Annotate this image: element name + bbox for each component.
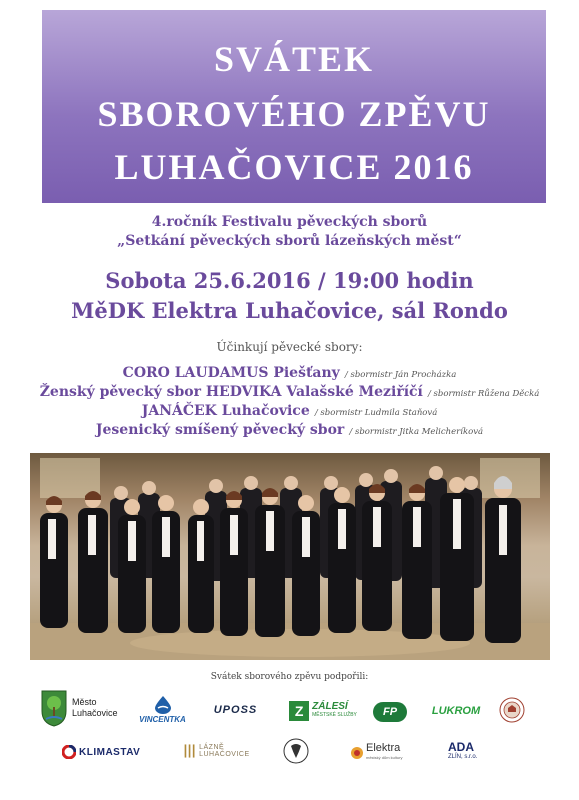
choir-conductor: / sbormistr Ján Procházka: [344, 370, 457, 380]
banner-title-line-1: SVÁTEK: [213, 39, 375, 79]
zalesi-logo: [288, 698, 358, 724]
elektra-label: Elektra: [366, 742, 401, 754]
fp-logo: [372, 700, 408, 724]
mesto-line-1: Město: [72, 697, 97, 707]
choir-name: JANÁČEK Luhačovice: [141, 403, 310, 419]
choirs-heading: Účinkují pěvecké sbory:: [216, 340, 363, 354]
klimastav-label: KLIMASTAV: [79, 746, 141, 758]
lazne-column-icon: [183, 741, 196, 761]
choir-name: Jesenický smíšený pěvecký sbor: [95, 422, 345, 438]
choir-conductor: / sbormistr Jitka Melicheríková: [349, 427, 484, 437]
vincentka-logo: [130, 690, 195, 728]
zalesi-label: ZÁLESÍ: [312, 701, 348, 712]
vincentka-drop-icon: [152, 695, 174, 715]
lazne-luhacovice-logo: [183, 738, 263, 764]
ada-logo: [448, 740, 510, 764]
banner-title-line-2: SBOROVÉHO ZPĚVU: [97, 94, 491, 134]
choir-conductor: / sbormistr Růžena Děcká: [427, 389, 540, 399]
ada-label: ADA: [448, 740, 474, 754]
choir-line: [0, 419, 579, 438]
title-banner: [42, 10, 546, 203]
elektra-sub: městský dům kultury: [366, 755, 403, 760]
janacek-logo: [282, 737, 310, 765]
janacek-emblem-icon: [283, 738, 309, 764]
klimastav-logo: [62, 742, 157, 762]
festival-motto: „Setkání pěveckých sborů lázeňských měst“: [117, 233, 462, 249]
elektra-sun-icon: [350, 746, 364, 760]
mesto-line-2: Luhačovice: [72, 708, 118, 718]
seal-icon: [499, 697, 525, 723]
lazne-label: LÁZNĚ LUHAČOVICE: [199, 744, 250, 758]
choir-group-photo: [30, 453, 550, 660]
choir-group-photo-illustration: [30, 453, 550, 660]
klimastav-ring-icon: [62, 745, 76, 759]
city-coat-of-arms-icon: [40, 689, 68, 727]
lukrom-logo: [428, 700, 484, 722]
lukrom-label: LUKROM: [431, 705, 481, 717]
zalesi-z-icon: Z: [289, 701, 309, 721]
choir-line: [0, 381, 579, 400]
choir-line: [0, 362, 579, 381]
zalesi-sub: MĚSTSKÉ SLUŽBY: [312, 712, 357, 718]
mesto-luhacovice-logo: [40, 688, 125, 728]
choir-line: [0, 400, 579, 419]
ada-sub: ZLÍN, s.r.o.: [448, 754, 478, 760]
fp-label: FP: [373, 702, 407, 722]
sponsors-heading: Svátek sborového zpěvu podpořili:: [210, 672, 369, 682]
vincentka-label: VINCENTKA: [139, 714, 186, 724]
festival-edition: 4.ročník Festivalu pěveckých sborů: [151, 214, 428, 230]
choir-name: CORO LAUDAMUS Piešťany: [122, 365, 340, 381]
seal-logo: [498, 695, 526, 725]
uposs-logo: [198, 700, 273, 720]
event-venue: MěDK Elektra Luhačovice, sál Rondo: [71, 298, 508, 323]
uposs-label: UPOSS: [213, 704, 258, 716]
event-date-time: Sobota 25.6.2016 / 19:00 hodin: [105, 268, 474, 293]
choir-conductor: / sbormistr Ludmila Staňová: [314, 408, 438, 418]
elektra-logo: [350, 742, 416, 764]
banner-title-line-3: LUHAČOVICE 2016: [114, 147, 474, 187]
choir-name: Ženský pěvecký sbor HEDVIKA Valašské Meziříčí: [39, 384, 423, 400]
